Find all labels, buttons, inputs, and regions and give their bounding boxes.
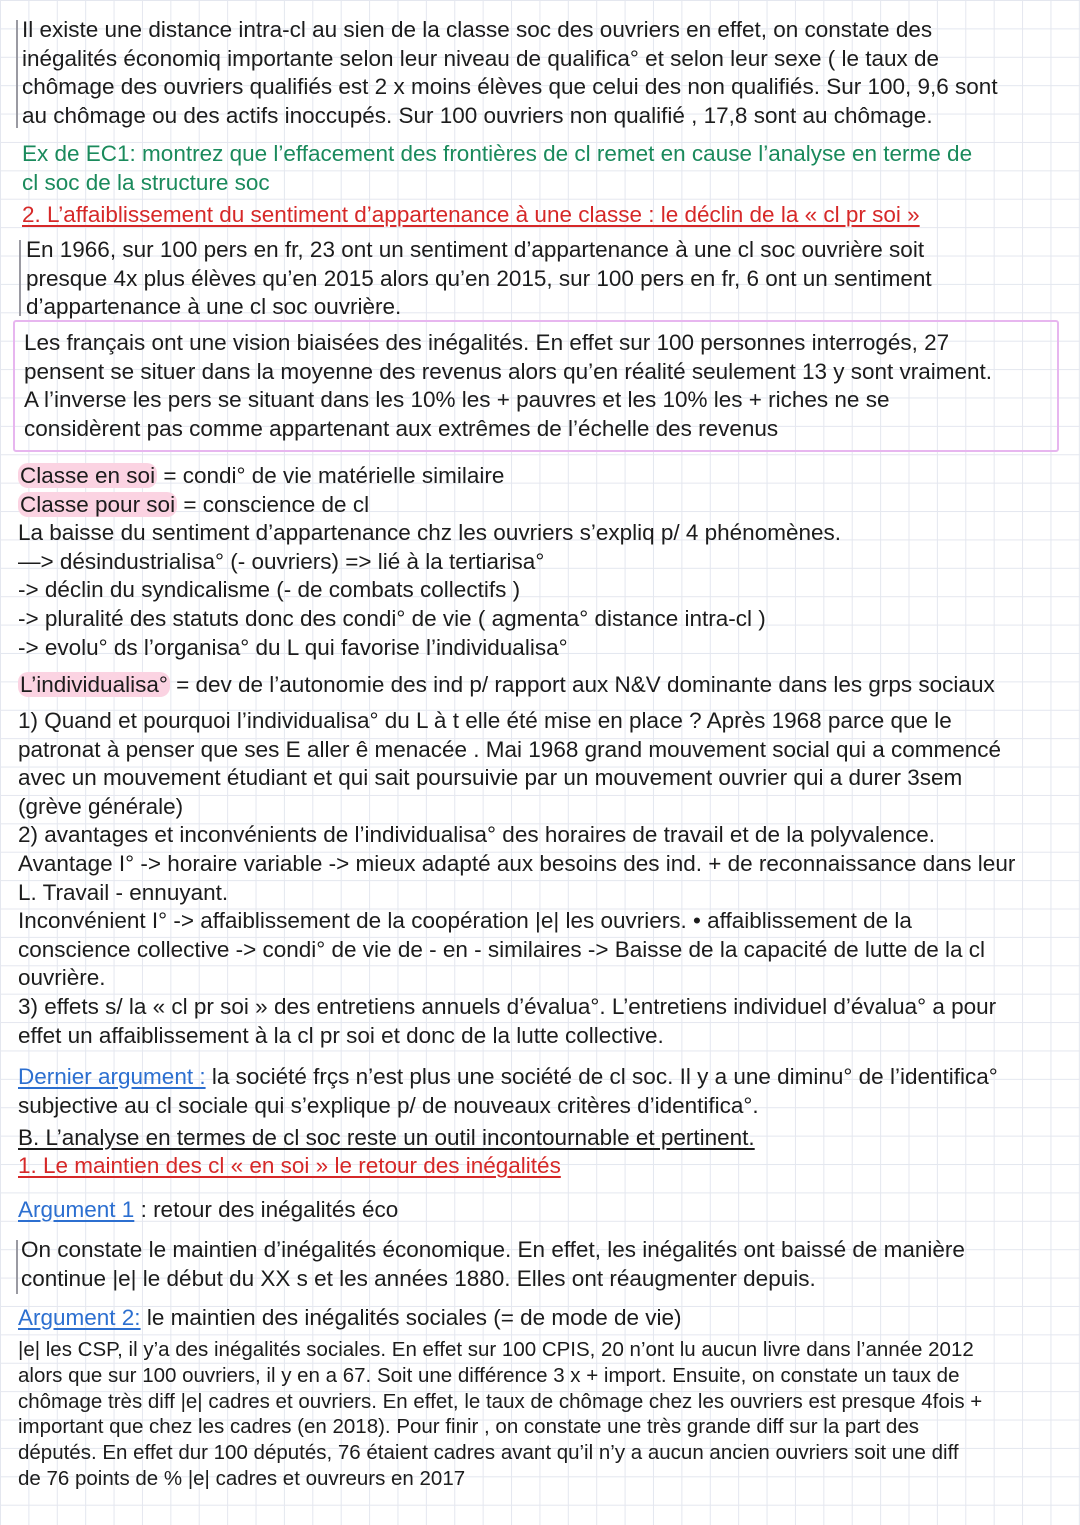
definition-classe-en-soi — [18, 462, 841, 491]
text-line: En 1966, sur 100 pers en fr, 23 ont un sentiment d’appartenance à une cl soc ouvrière soit — [26, 237, 925, 262]
highlighted-term: L’individualisa° — [20, 672, 168, 697]
text-line: Ex de EC1: montrez que l’effacement des frontières de cl remet en cause l’analyse en terme de — [22, 141, 973, 166]
highlighted-term: Classe en soi — [20, 463, 156, 488]
text-line: presque 4x plus élèves qu’en 2015 alors qu’en 2015, sur 100 pers en fr, 6 ont un sentiment — [26, 265, 932, 291]
text-line: avec un mouvement étudiant et qui sait poursuivie par un mouvement ouvrier qui a durer 3sem — [18, 765, 963, 791]
definition-classe-pour-soi — [18, 491, 841, 520]
text-line: La baisse du sentiment d’appartenance chz les ouvriers s’expliq p/ 4 phénomènes. — [18, 520, 841, 546]
section-heading-2 — [22, 201, 920, 230]
text-line: Avantage I° -> horaire variable -> mieux adapté aux besoins des ind. + de reconnaissance dans leur — [18, 850, 1016, 876]
definition-individualisation — [18, 671, 995, 700]
text-line: important que chez les cadres (en 2018). Pour finir , on constate une très grande diff sur la part des — [18, 1415, 919, 1439]
text-line: L. Travail - ennuyant. — [18, 879, 229, 905]
list-item: -> déclin du syndicalisme (- de combats collectifs ) — [18, 577, 521, 603]
heading-text: B. L’analyse en termes de cl soc reste un outil incontournable et pertinent. — [18, 1125, 755, 1150]
text-line: (grève générale) — [18, 793, 184, 819]
paragraph-intra-class-distance — [22, 16, 998, 130]
text-line: d’appartenance à une cl soc ouvrière. — [26, 294, 402, 320]
text-line: pensent se situer dans la moyenne des revenus alors qu’en réalité seulement 13 y sont vraiment. — [24, 358, 993, 384]
text-line: considèrent pas comme appartenant aux extrêmes de l’échelle des revenus — [24, 415, 779, 441]
text-line: conscience collective -> condi° de vie de - en - similaires -> Baisse de la capacité de lutte de la cl — [18, 936, 985, 962]
text-line: |e| les CSP, il y’a des inégalités sociales. En effet sur 100 CPIS, 20 n’ont lu aucun livre dans l’année 2012 — [18, 1338, 974, 1361]
text-line: ouvrière. — [18, 965, 106, 991]
text-line: Inconvénient I° -> affaiblissement de la coopération |e| les ouvriers. • affaiblissement de la — [18, 908, 912, 934]
questions-answers — [18, 707, 1015, 1050]
definitions-and-phenomena — [18, 462, 841, 662]
definition-text: = condi° de vie matérielle similaire — [157, 463, 505, 488]
argument-2-heading — [18, 1304, 682, 1333]
argument-label: Argument 2: — [18, 1305, 141, 1330]
text-line: le maintien des inégalités sociales (= de mode de vie) — [140, 1305, 682, 1330]
paragraph-belonging-1966-2015 — [26, 236, 932, 322]
heading-text: 1. Le maintien des cl « en soi » le retour des inégalités — [18, 1153, 561, 1178]
argument-label: Dernier argument : — [18, 1064, 206, 1089]
text-line: subjective au cl sociale qui s’explique p/ de nouveaux critères d’identifica°. — [18, 1092, 759, 1118]
paragraph-last-argument — [18, 1063, 998, 1120]
text-line: effet un affaiblissement à la cl pr soi et donc de la lutte collective. — [18, 1022, 664, 1048]
section-heading-1 — [18, 1152, 561, 1181]
text-line: Il existe une distance intra-cl au sien de la classe soc des ouvriers en effet, on constate des — [22, 17, 933, 42]
list-item: -> pluralité des statuts donc des condi° de vie ( agmenta° distance intra-cl ) — [18, 605, 766, 631]
highlighted-term: Classe pour soi — [20, 491, 176, 517]
text-line: Les français ont une vision biaisées des inégalités. En effet sur 100 personnes interrogés, 27 — [24, 330, 950, 355]
text-line: 2) avantages et inconvénients de l’individualisa° des horaires de travail et de la polyvalence. — [18, 822, 936, 848]
exercise-prompt — [22, 140, 972, 197]
paragraph-biased-vision — [24, 329, 992, 443]
text-line: cl soc de la structure soc — [22, 169, 270, 195]
margin-bar — [16, 20, 18, 128]
text-line: la société frçs n’est plus une société de cl soc. Il y a une diminu° de l’identifica° — [205, 1064, 998, 1089]
margin-bar — [19, 240, 21, 316]
text-line: chômage très diff |e| cadres et ouvriers. En effet, le taux de chômage chez les ouvriers est presque 4fois + — [18, 1389, 983, 1413]
text-line: A l’inverse les pers se situant dans les 10% les + pauvres et les 10% les + riches ne se — [24, 387, 890, 413]
text-line: On constate le maintien d’inégalités économique. En effet, les inégalités ont baissé de manière — [21, 1237, 965, 1262]
argument-1-heading — [18, 1196, 398, 1225]
margin-bar — [16, 1240, 18, 1294]
argument-2-body — [18, 1337, 982, 1492]
argument-label: Argument 1 — [18, 1197, 135, 1222]
text-line: continue |e| le début du XX s et les années 1880. Elles ont réaugmenter depuis. — [21, 1265, 816, 1291]
text-line: de 76 points de % |e| cadres et ouvreurs en 2017 — [18, 1466, 466, 1490]
list-item: -> evolu° ds l’organisa° du L qui favorise l’individualisa° — [18, 634, 568, 660]
argument-1-body — [21, 1236, 965, 1293]
definition-text: = conscience de cl — [177, 491, 370, 517]
text-line: patronat à penser que ses E aller ê menacée . Mai 1968 grand mouvement social qui a commencé — [18, 736, 1002, 762]
text-line: 1) Quand et pourquoi l’individualisa° du L à t elle été mise en place ? Après 1968 parce que le — [18, 708, 952, 733]
text-line: chômage des ouvriers qualifiés est 2 x moins élèves que celui des non qualifiés. Sur 100, 9,6 sont — [22, 74, 998, 100]
text-line: 3) effets s/ la « cl pr soi » des entretiens annuels d’évalua°. L’entretiens individuel d’évalua° a pour — [18, 993, 997, 1019]
list-item: —> désindustrialisa° (- ouvriers) => lié à la tertiarisa° — [18, 548, 545, 574]
section-heading-B — [18, 1124, 755, 1153]
text-line: inégalités économiq importante selon leur niveau de qualifica° et selon leur sexe ( le taux de — [22, 45, 940, 71]
text-line: alors que sur 100 ouvriers, il y en a 67. Soit une différence 3 x + import. Ensuite, on constate un taux de — [18, 1363, 960, 1387]
text-line: : retour des inégalités éco — [134, 1197, 399, 1222]
heading-text: 2. L’affaiblissement du sentiment d’appartenance à une classe : le déclin de la « cl pr soi » — [22, 202, 920, 227]
text-line: députés. En effet dur 100 députés, 76 étaient cadres avant qu’il n’y a aucun ancien ouvriers soit une diff — [18, 1441, 959, 1465]
text-line: au chômage ou des actifs inoccupés. Sur 100 ouvriers non qualifié , 17,8 sont au chômage. — [22, 102, 933, 128]
definition-text: = dev de l’autonomie des ind p/ rapport aux N&V dominante dans les grps sociaux — [169, 672, 995, 697]
